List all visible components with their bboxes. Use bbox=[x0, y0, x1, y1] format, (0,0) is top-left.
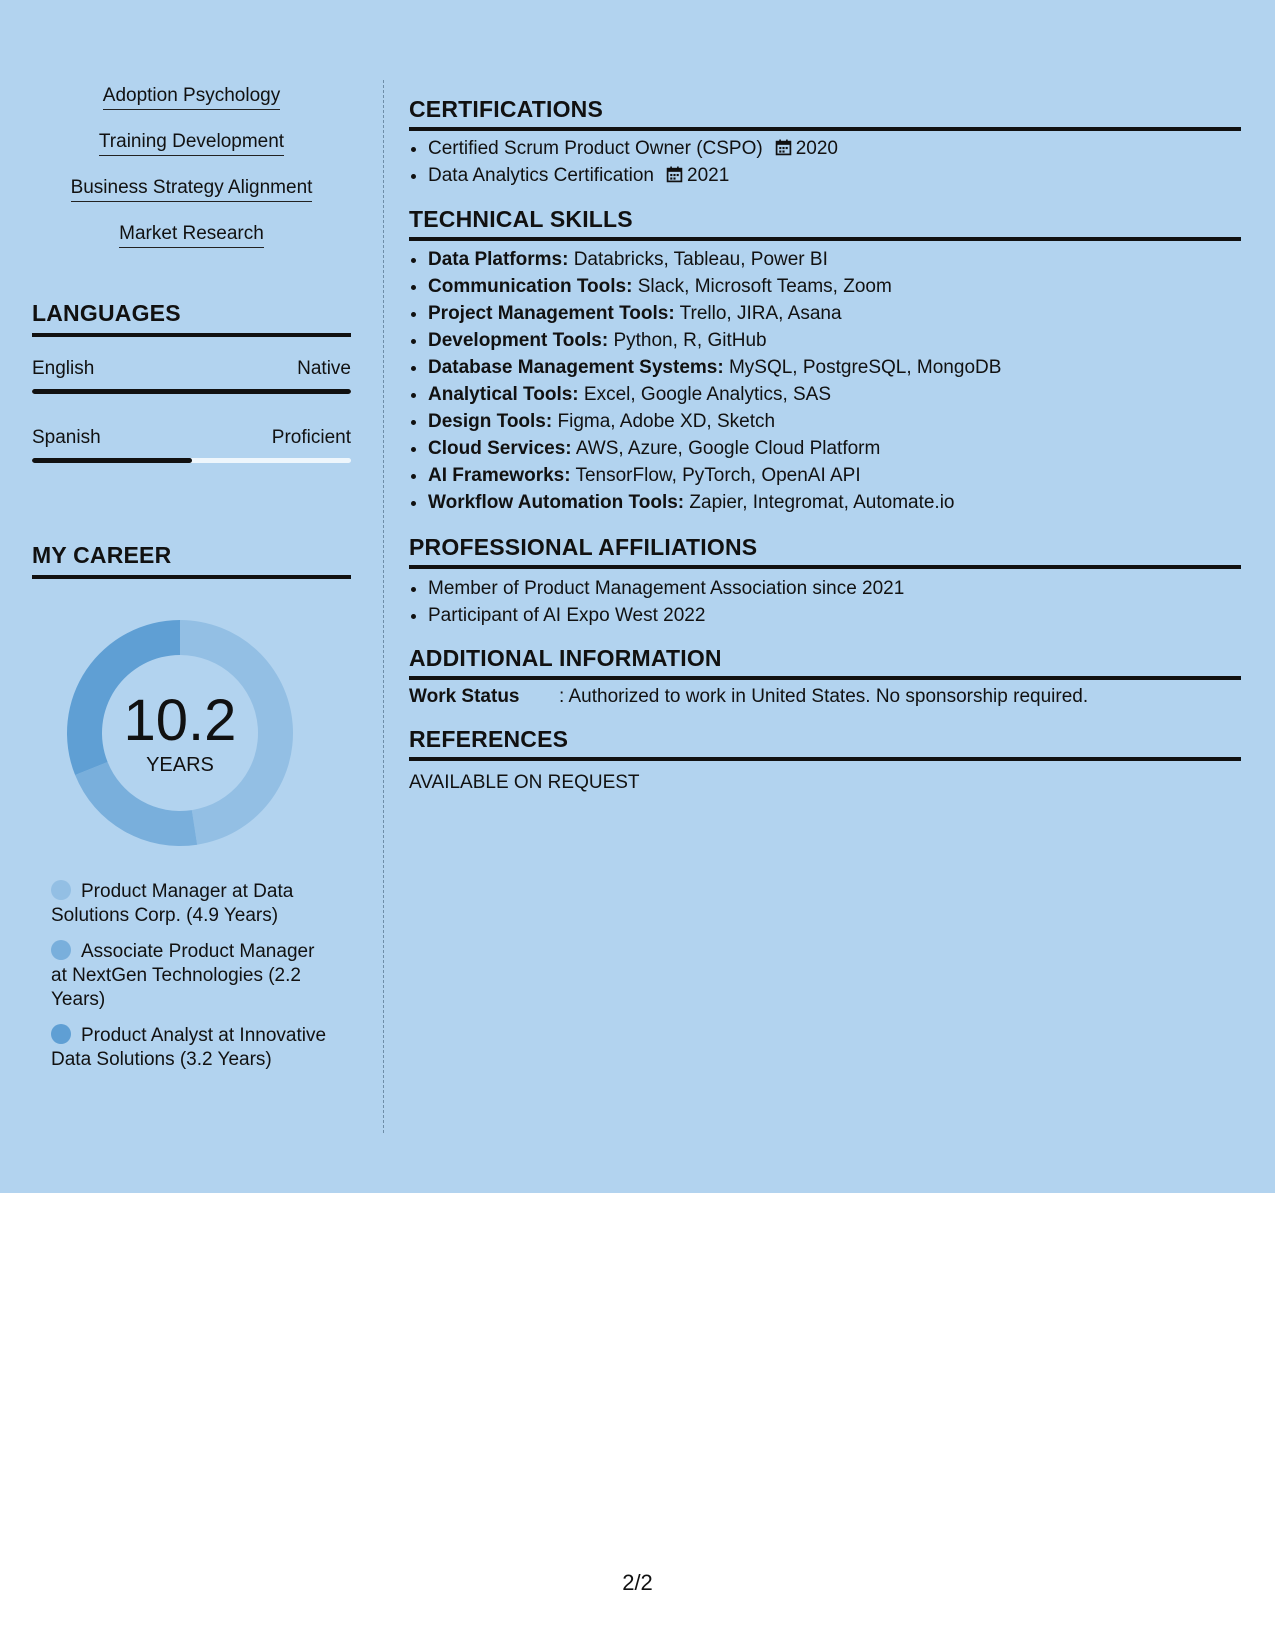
technical-skill-item bbox=[428, 462, 1260, 489]
certifications-title: CERTIFICATIONS bbox=[409, 96, 1241, 131]
technical-skill-value: Trello, JIRA, Asana bbox=[679, 303, 842, 324]
language-row bbox=[32, 427, 351, 449]
technical-skill-label: Project Management Tools: bbox=[428, 303, 675, 324]
career-title: MY CAREER bbox=[32, 542, 351, 579]
legend-item bbox=[51, 1024, 331, 1072]
certification-item bbox=[428, 162, 1260, 189]
technical-skill-item bbox=[428, 273, 1260, 300]
technical-skill-item bbox=[428, 354, 1260, 381]
technical-skill-label: Cloud Services: bbox=[428, 438, 572, 459]
technical-skill-value: TensorFlow, PyTorch, OpenAI API bbox=[575, 465, 861, 486]
affiliation-item: • Member of Product Management Association since 2021 bbox=[428, 575, 1260, 602]
page-number: 2/2 bbox=[622, 1570, 653, 1595]
technical-skill-value: MySQL, PostgreSQL, MongoDB bbox=[728, 357, 1002, 378]
affiliation-item: • Participant of AI Expo West 2022 bbox=[428, 602, 1260, 629]
technical-skill-value: Slack, Microsoft Teams, Zoom bbox=[637, 276, 892, 297]
language-bar bbox=[32, 458, 351, 463]
technical-skill-label: Communication Tools: bbox=[428, 276, 633, 297]
column-divider bbox=[383, 80, 384, 1133]
career-total-unit: YEARS bbox=[146, 754, 214, 776]
references-title: REFERENCES bbox=[409, 726, 1241, 761]
technical-skill-value: Python, R, GitHub bbox=[613, 330, 767, 351]
legend-dot bbox=[51, 1024, 71, 1044]
technical-skill-label: Workflow Automation Tools: bbox=[428, 492, 685, 513]
calendar-icon bbox=[775, 139, 792, 156]
legend-item bbox=[51, 880, 331, 928]
certification-name: Data Analytics Certification bbox=[428, 165, 654, 186]
skill-tags bbox=[32, 84, 351, 268]
language-bar-fill bbox=[32, 458, 192, 463]
technical-skill-item bbox=[428, 246, 1260, 273]
technical-skill-value: Databricks, Tableau, Power BI bbox=[573, 249, 828, 270]
technical-skill-label: Database Management Systems: bbox=[428, 357, 724, 378]
legend-item bbox=[51, 940, 331, 1012]
technical-skill-value: Figma, Adobe XD, Sketch bbox=[557, 411, 776, 432]
legend-label: Associate Product Manager at NextGen Technologies (2.2 Years) bbox=[51, 941, 315, 1010]
language-row bbox=[32, 358, 351, 380]
affiliations-list bbox=[409, 575, 1260, 629]
work-status-label: Work Status bbox=[409, 686, 520, 707]
skill-tag: Business Strategy Alignment bbox=[71, 176, 313, 202]
technical-skill-item bbox=[428, 489, 1260, 516]
language-level: Proficient bbox=[271, 427, 351, 448]
language-bar-fill bbox=[32, 389, 351, 394]
career-legend bbox=[51, 880, 331, 1084]
language-name: Spanish bbox=[32, 427, 101, 448]
technical-skill-item bbox=[428, 381, 1260, 408]
certification-item bbox=[428, 135, 1260, 162]
technical-skill-label: Analytical Tools: bbox=[428, 384, 579, 405]
legend-dot bbox=[51, 880, 71, 900]
certification-year: 2020 bbox=[795, 138, 838, 159]
references-text: AVAILABLE ON REQUEST bbox=[409, 772, 640, 793]
certification-year: 2021 bbox=[687, 165, 730, 186]
technical-skill-label: Design Tools: bbox=[428, 411, 553, 432]
certifications-list bbox=[409, 135, 1260, 189]
additional-info-title: ADDITIONAL INFORMATION bbox=[409, 645, 1241, 680]
technical-skill-label: Data Platforms: bbox=[428, 249, 569, 270]
calendar-icon bbox=[666, 166, 683, 183]
legend-dot bbox=[51, 940, 71, 960]
legend-label: Product Manager at Data Solutions Corp. (4.9 Years) bbox=[51, 881, 294, 926]
technical-skill-item bbox=[428, 408, 1260, 435]
work-status-value: : Authorized to work in United States. No sponsorship required. bbox=[559, 686, 1089, 707]
technical-skill-label: AI Frameworks: bbox=[428, 465, 571, 486]
technical-skills-title: TECHNICAL SKILLS bbox=[409, 206, 1241, 241]
certification-name: Certified Scrum Product Owner (CSPO) bbox=[428, 138, 763, 159]
work-status-row bbox=[409, 686, 1241, 708]
technical-skill-value: Zapier, Integromat, Automate.io bbox=[689, 492, 955, 513]
skill-tag: Adoption Psychology bbox=[103, 84, 280, 110]
language-level: Native bbox=[297, 358, 351, 379]
languages-title: LANGUAGES bbox=[32, 300, 351, 337]
technical-skill-item bbox=[428, 435, 1260, 462]
technical-skill-item bbox=[428, 327, 1260, 354]
legend-label: Product Analyst at Innovative Data Solutions (3.2 Years) bbox=[51, 1025, 327, 1070]
career-total-years: 10.2 bbox=[123, 688, 237, 753]
technical-skill-value: Excel, Google Analytics, SAS bbox=[583, 384, 832, 405]
affiliations-title: PROFESSIONAL AFFILIATIONS bbox=[409, 534, 1241, 569]
language-name: English bbox=[32, 358, 95, 379]
technical-skill-item bbox=[428, 300, 1260, 327]
language-bar bbox=[32, 389, 351, 394]
skill-tag: Market Research bbox=[119, 222, 264, 248]
technical-skill-label: Development Tools: bbox=[428, 330, 609, 351]
technical-skills-list bbox=[409, 246, 1260, 516]
skill-tag: Training Development bbox=[99, 130, 284, 156]
technical-skill-value: AWS, Azure, Google Cloud Platform bbox=[575, 438, 881, 459]
